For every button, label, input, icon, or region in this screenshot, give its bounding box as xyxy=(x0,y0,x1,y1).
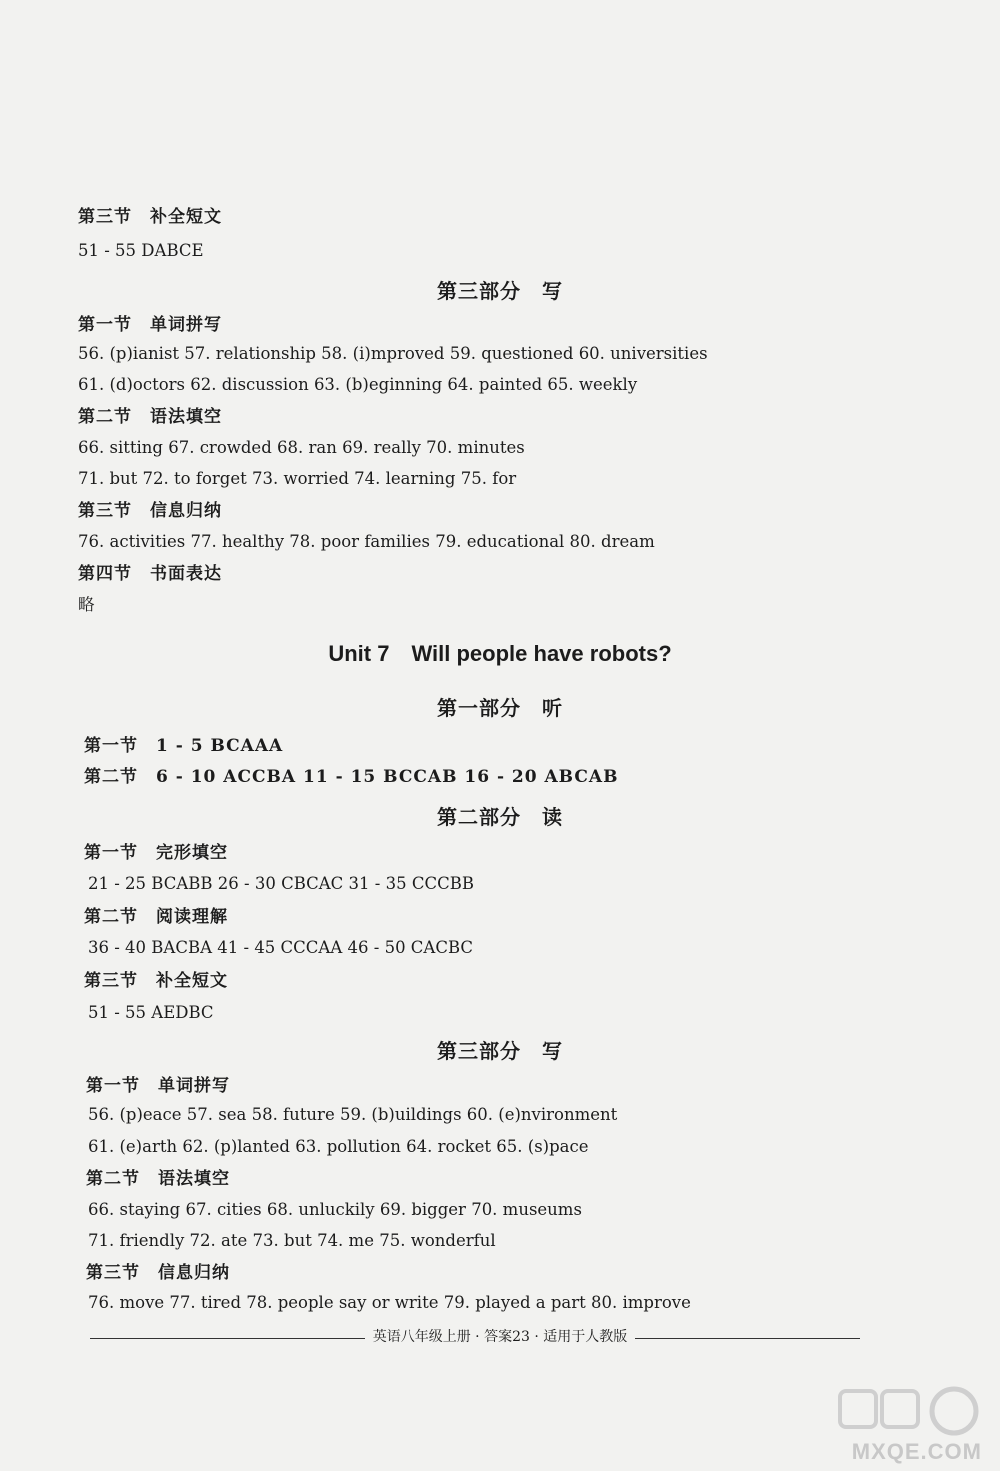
answer-line: 76. activities 77. healthy 78. poor families 79. educational 80. dream xyxy=(78,532,655,551)
section-heading: 第四节 书面表达 xyxy=(78,564,222,584)
answer-line: 36 - 40 BACBA 41 - 45 CCCAA 46 - 50 CACBC xyxy=(88,938,474,957)
section-heading: 第三节 信息归纳 xyxy=(78,501,222,521)
answer-line: 略 xyxy=(78,595,95,614)
section-heading: 第二节 语法填空 xyxy=(78,407,222,427)
section-heading: 第二节 语法填空 xyxy=(86,1169,230,1189)
answer-line: 66. staying 67. cities 68. unluckily 69. bigger 70. museums xyxy=(88,1200,582,1219)
answer-line: 51 - 55 DABCE xyxy=(78,241,204,260)
section-heading: 第一节 完形填空 xyxy=(84,843,228,863)
section-heading: 第三节 信息归纳 xyxy=(86,1263,230,1283)
section-heading: 第三节 补全短文 xyxy=(84,971,228,991)
answer-line: 21 - 25 BCABB 26 - 30 CBCAC 31 - 35 CCCBB xyxy=(88,874,474,893)
answer-line: 66. sitting 67. crowded 68. ran 69. really 70. minutes xyxy=(78,438,525,457)
answer-line: 56. (p)ianist 57. relationship 58. (i)mproved 59. questioned 60. universities xyxy=(78,344,708,363)
answer-line: 71. friendly 72. ate 73. but 74. me 75. wonderful xyxy=(88,1231,496,1250)
section-heading: 第二节 阅读理解 xyxy=(84,907,228,927)
section-heading: 第三节 补全短文 xyxy=(78,207,222,227)
watermark-logo-icon xyxy=(836,1383,986,1443)
answer-line: 61. (d)octors 62. discussion 63. (b)eginning 64. painted 65. weekly xyxy=(78,375,638,394)
answer-line: 第一节 1 - 5 BCAAA xyxy=(84,736,284,756)
part-heading: 第一部分 听 xyxy=(437,696,563,720)
answer-line: 71. but 72. to forget 73. worried 74. learning 75. for xyxy=(78,469,517,488)
part-heading: 第三部分 写 xyxy=(437,1039,563,1063)
page-footer xyxy=(0,1326,1000,1346)
answer-line: 76. move 77. tired 78. people say or write 79. played a part 80. improve xyxy=(88,1293,691,1312)
section-heading: 第一节 单词拼写 xyxy=(86,1076,230,1096)
answer-line: 61. (e)arth 62. (p)lanted 63. pollution 64. rocket 65. (s)pace xyxy=(88,1137,589,1156)
footer-text: 英语八年级上册 · 答案23 · 适用于人教版 xyxy=(365,1329,636,1345)
answer-line: 56. (p)eace 57. sea 58. future 59. (b)uildings 60. (e)nvironment xyxy=(88,1105,618,1124)
watermark-text: MXQE.COM xyxy=(851,1439,982,1464)
section-heading: 第一节 单词拼写 xyxy=(78,315,222,335)
part-heading: 第三部分 写 xyxy=(437,279,563,303)
answer-line: 51 - 55 AEDBC xyxy=(88,1003,214,1022)
unit-title: Unit 7 Will people have robots? xyxy=(328,641,672,666)
part-heading: 第二部分 读 xyxy=(437,805,563,829)
answer-line: 第二节 6 - 10 ACCBA 11 - 15 BCCAB 16 - 20 ABCAB xyxy=(84,767,619,787)
